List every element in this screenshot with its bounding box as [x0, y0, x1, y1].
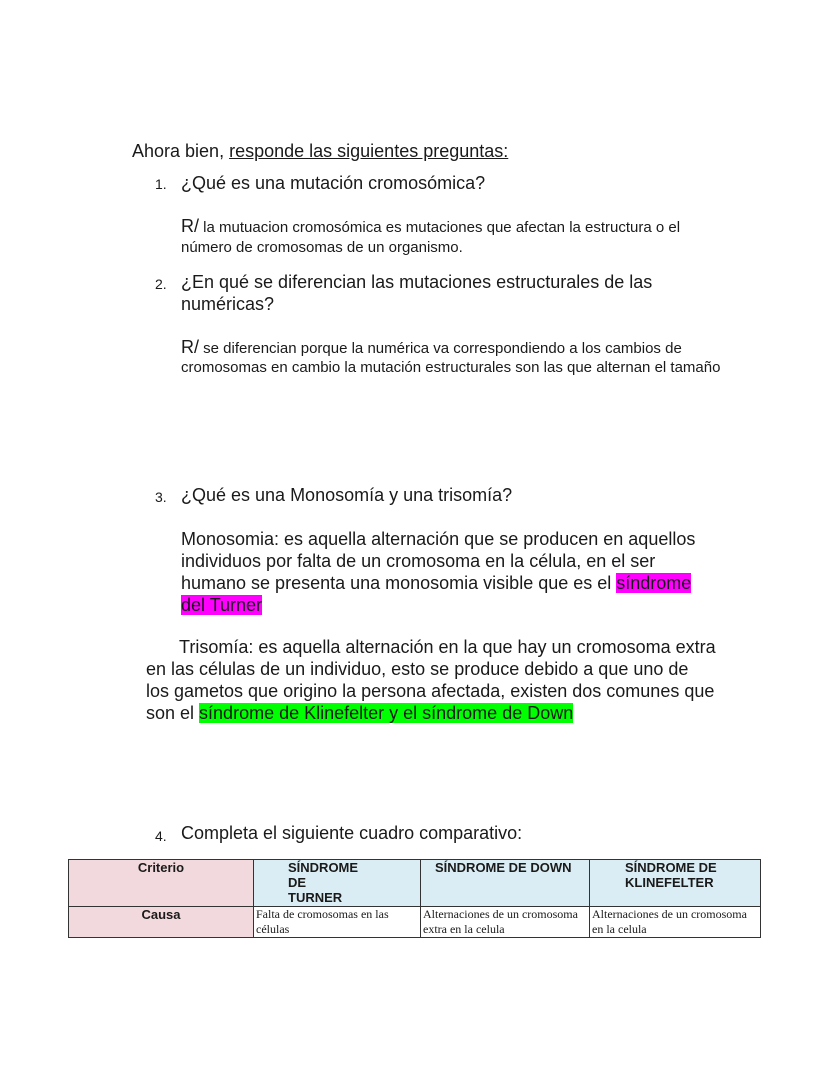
- trisomia-text: Trisomía: es aquella alternación en la que hay un cromosoma extra en las células de un individuo, esto se produce debido a que uno de los gametos que origino la persona afectada, existen dos comunes que son el: [146, 637, 716, 723]
- monosomia-answer: [181, 528, 716, 616]
- question-4-text: Completa el siguiente cuadro comparativo:: [181, 823, 523, 843]
- trisomia-answer: [146, 636, 716, 724]
- header-criterio: Criterio: [69, 860, 254, 907]
- table-row: [69, 907, 761, 938]
- header-turner: SÍNDROME DE TURNER: [254, 860, 421, 907]
- cell-klinefelter-causa: Alternaciones de un cromosoma en la celula: [590, 907, 761, 938]
- comparison-table: [68, 859, 761, 938]
- monosomia-highlight: síndrome del Turner: [181, 573, 692, 615]
- question-1-text: ¿Qué es una mutación cromosómica?: [181, 173, 486, 193]
- intro-line: [132, 141, 508, 162]
- answer-1-text: la mutuacion cromosómica es mutaciones que afectan la estructura o el número de cromosomas de un organismo.: [181, 219, 681, 256]
- question-2-text: ¿En qué se diferencian las mutaciones estructurales de las numéricas?: [181, 272, 653, 314]
- question-1-answer: [181, 216, 721, 258]
- answer-2-prefix: R/: [181, 337, 199, 357]
- intro-underlined: responde las siguientes preguntas:: [229, 141, 509, 161]
- table-header-row: [69, 860, 761, 907]
- cell-down-causa: Alternaciones de un cromosoma extra en la celula: [421, 907, 590, 938]
- question-2-number: 2.: [155, 276, 167, 292]
- header-klinefelter: SÍNDROME DE KLINEFELTER: [590, 860, 761, 907]
- question-3-number: 3.: [155, 489, 167, 505]
- question-2-answer: [181, 338, 726, 377]
- row-label-causa: Causa: [69, 907, 254, 938]
- cell-turner-causa: Falta de cromosomas en las células: [254, 907, 421, 938]
- trisomia-highlight: síndrome de Klinefelter y el síndrome de Down: [199, 703, 574, 723]
- question-1-number: 1.: [155, 176, 167, 192]
- question-4-number: 4.: [155, 828, 167, 844]
- question-3-text: ¿Qué es una Monosomía y una trisomía?: [181, 485, 513, 505]
- answer-1-prefix: R/: [181, 216, 199, 236]
- monosomia-text: Monosomia: es aquella alternación que se producen en aquellos individuos por falta de un cromosoma en la célula, en el ser humano se presenta una monosomia visible que es el: [181, 529, 696, 593]
- answer-2-text: se diferencian porque la numérica va correspondiendo a los cambios de cromosomas en cambio la mutación estructurales son las que alternan el tamaño: [181, 340, 721, 376]
- header-down: SÍNDROME DE DOWN: [421, 860, 590, 907]
- intro-prefix: Ahora bien,: [132, 141, 230, 161]
